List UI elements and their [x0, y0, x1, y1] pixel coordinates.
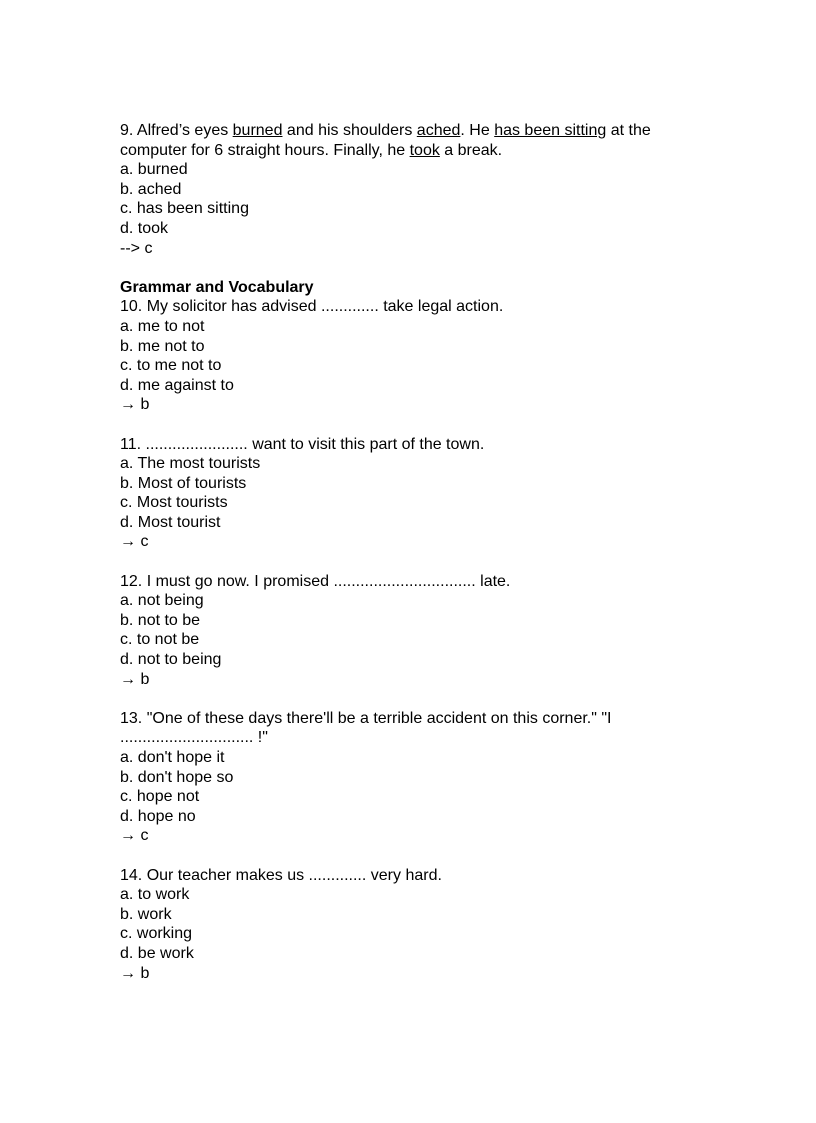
option-d: d. me against to: [120, 376, 234, 394]
option-b: b. Most of tourists: [120, 474, 247, 492]
question-10: [120, 297, 720, 415]
option-d: d. hope no: [120, 807, 196, 825]
answer: → b: [120, 670, 150, 688]
option-b: b. not to be: [120, 611, 201, 629]
question-stem: 14. Our teacher makes us ............. very hard.: [120, 866, 442, 884]
spacer: [120, 846, 720, 866]
option-c: c. Most tourists: [120, 494, 228, 512]
answer: → b: [120, 396, 150, 414]
option-c: c. to not be: [120, 631, 200, 649]
question-14: [120, 866, 720, 984]
option-b: b. me not to: [120, 337, 205, 355]
section-heading: Grammar and Vocabulary: [120, 278, 314, 296]
underlined-word: has been sitting: [494, 122, 607, 139]
spacer: [120, 415, 720, 435]
option-a: a. burned: [120, 161, 188, 179]
option-d: d. not to being: [120, 651, 222, 669]
question-stem: 11. ....................... want to visit this part of the town.: [120, 435, 485, 453]
question-stem-line-2: .............................. !": [120, 729, 268, 747]
stem-text: . He: [460, 122, 495, 139]
underlined-word: took: [409, 141, 440, 159]
option-c: c. working: [120, 925, 193, 943]
option-d: d. took: [120, 219, 169, 237]
option-a: a. don't hope it: [120, 749, 225, 766]
option-d: d. Most tourist: [120, 513, 221, 531]
question-stem-line-2: [120, 141, 720, 161]
answer: → b: [120, 964, 150, 982]
question-stem-line-1: 13. "One of these days there'll be a terrible accident on this corner." "I: [120, 709, 612, 727]
underlined-word: ached: [416, 122, 461, 139]
underlined-word: burned: [232, 122, 283, 139]
option-d: d. be work: [120, 944, 194, 962]
option-c: c. hope not: [120, 788, 200, 806]
question-stem: 12. I must go now. I promised ................................ late.: [120, 572, 511, 590]
answer: --> c: [120, 239, 153, 257]
question-stem-line-1: [120, 121, 720, 141]
stem-text: and his shoulders: [282, 122, 417, 139]
document-page: [120, 121, 720, 983]
option-c: c. has been sitting: [120, 200, 249, 218]
spacer: [120, 258, 720, 278]
option-a: a. The most tourists: [120, 455, 261, 473]
stem-text: at the: [606, 122, 651, 139]
option-a: a. to work: [120, 886, 190, 904]
question-13: [120, 709, 720, 846]
option-a: a. me to not: [120, 317, 205, 335]
stem-text: computer for 6 straight hours. Finally, he: [120, 141, 410, 159]
stem-text: 9. Alfred’s eyes: [120, 122, 233, 139]
question-11: [120, 435, 720, 553]
question-stem: 10. My solicitor has advised ............. take legal action.: [120, 298, 504, 316]
spacer: [120, 552, 720, 572]
option-b: b. don't hope so: [120, 768, 234, 786]
answer: → c: [120, 827, 149, 845]
option-a: a. not being: [120, 592, 204, 610]
question-9: [120, 121, 720, 258]
option-b: b. ached: [120, 180, 182, 198]
option-c: c. to me not to: [120, 357, 222, 375]
stem-text: a break.: [439, 141, 503, 159]
answer: → c: [120, 533, 149, 551]
question-12: [120, 572, 720, 690]
spacer: [120, 689, 720, 709]
option-b: b. work: [120, 905, 172, 923]
